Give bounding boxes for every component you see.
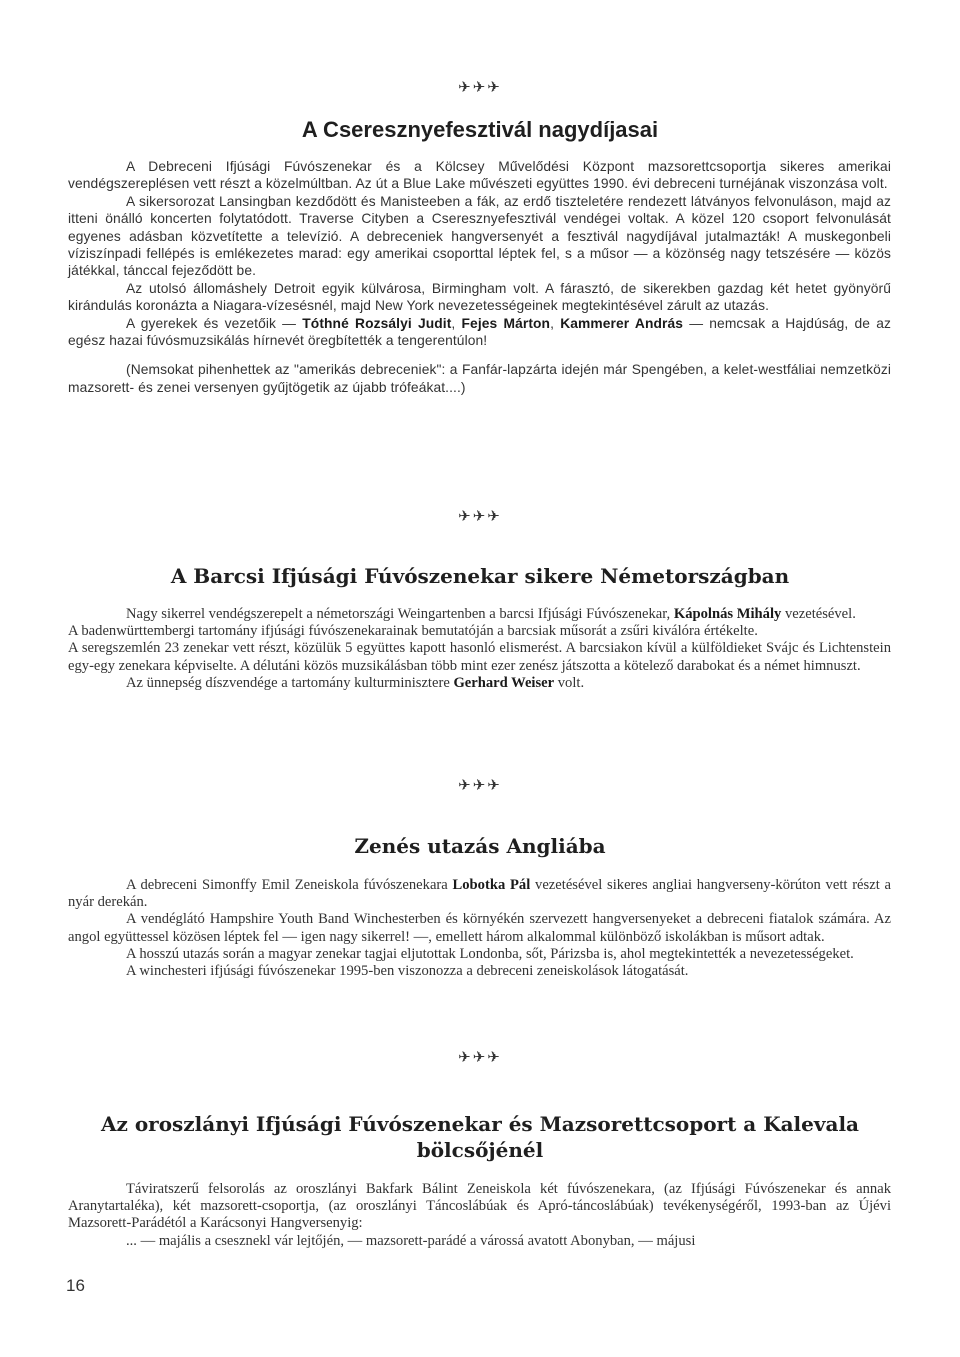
ornament-divider: ✈✈✈ — [458, 78, 502, 96]
paragraph-text: A gyerekek és vezetőik — — [126, 315, 303, 331]
person-name: Gerhard Weiser — [453, 674, 555, 691]
paragraph — [68, 606, 891, 623]
paragraph — [68, 675, 891, 692]
paragraph-text: A seregszemlén 23 zenekar vett részt, közülük 5 együttes kapott hasonló elismerést. A barcsiakon kívül a külföldieket Svájc és Lichtenstein egy-egy zenekara képviselte. A délutáni közös muzsikálásban több mint ezer zenész játszotta a kötelező darabokat és a német himnuszt. — [68, 640, 891, 674]
paragraph — [68, 946, 891, 963]
person-name: Fejes Márton — [461, 315, 551, 331]
paragraph-text: A sikersorozat Lansingban kezdődött és Manisteeben a fák, az erdő tiszteletére rendezett látványos felvonuláson, majd az itteni önálló koncerten folytatódott. Traverse Cityben a Cseresznyefesztivál vendégei voltak. A közel 120 csoport felvonulását egyenes adásban közvetítette a televízió. A debreceniek hangversenyét a fesztivál nagydíjával jutalmazták! A muskegonbeli víziszínpadi fellépés is emlékezetes marad: egy amerikai csoporttal léptek fel, s a műsor — a közönség nagy tetszésére — közös játékkal, tánccal fejeződött be. — [68, 193, 891, 279]
section-body — [68, 158, 891, 396]
paragraph-text: Táviratszerű felsorolás az oroszlányi Bakfark Bálint Zeneiskola két fúvószenekara, (az Ifjúsági Fúvószenekar és annak Aranytartaléka), két mazsorett-csoportja, (az oroszlányi Táncoslábúak és Apró-táncoslábúak) tevékenységéről, 1993-ban az Újévi Mazsorett-Parádétól a Karácsonyi Hangversenyig: — [68, 1181, 891, 1232]
paragraph-text: Nagy sikerrel vendégszerepelt a németországi Weingartenben a barcsi Ifjúsági Fúvószenekar, — [126, 606, 674, 622]
paragraph-text: Az ünnepség díszvendége a tartomány kulturminisztere — [126, 674, 454, 691]
paragraph-text: , — [550, 315, 561, 331]
paragraph — [68, 640, 891, 674]
section-body — [68, 1181, 891, 1250]
paragraph — [68, 877, 891, 911]
section-title: A Cseresznyefesztivál nagydíjasai — [301, 117, 659, 142]
paragraph — [68, 193, 891, 280]
paragraph-text: A winchesteri ifjúsági fúvószenekar 1995-ben viszonozza a debreceni zeneiskolások látogatását. — [126, 963, 689, 980]
person-name: Kammerer András — [560, 315, 684, 331]
ornament-divider: ✈✈✈ — [458, 507, 502, 525]
page-number: 16 — [66, 1276, 85, 1295]
ornament-divider: ✈✈✈ — [458, 776, 502, 794]
paragraph-text: vezetésével sikeres angliai hangverseny-körúton vett részt a nyár derekán. — [68, 877, 891, 911]
section-title: Zenés utazás Angliába — [354, 834, 606, 858]
paragraph-text: , — [451, 315, 462, 331]
paragraph — [68, 158, 891, 193]
paragraph-text: ... — majális a csesznekl vár lejtőjén, — mazsorett-parádé a várossá avatott Abonyban, — májusi — [126, 1232, 696, 1249]
section-title: Az oroszlányi Ifjúsági Fúvószenekar és Mazsorettcsoport a Kalevala bölcsőjénél — [100, 1112, 860, 1162]
ornament-divider: ✈✈✈ — [458, 1048, 502, 1066]
paragraph-text: — nemcsak a Hajdúság, de az egész hazai fúvósmuzsikálás hírnevét öregbítették a tengerentúlon! — [68, 315, 891, 349]
person-name: Kápolnás Mihály — [673, 606, 782, 622]
paragraph-text: vezetésével. — [781, 606, 856, 622]
person-name: Tóthné Rozsályi Judit — [302, 315, 452, 331]
paragraph — [68, 1181, 891, 1233]
section-title: A Barcsi Ifjúsági Fúvószenekar sikere Németországban — [170, 564, 790, 588]
paragraph-text: volt. — [554, 674, 585, 691]
section-body — [68, 606, 891, 692]
paragraph-text: (Nemsokat pihenhettek az "amerikás debreceniek": a Fanfár-lapzárta idején már Spengében, a kelet-westfáliai nemzetközi mazsorett- és zenei versenyen gyűjtögetik az újabb trófeákat....) — [68, 362, 891, 395]
paragraph — [68, 963, 891, 980]
paragraph — [68, 315, 891, 350]
paragraph-text: A badenwürttembergi tartomány ifjúsági fúvószenekarainak bemutatóján a barcsiak műsorát a zsűri kiválóra értékelte. — [68, 623, 758, 640]
section-body — [68, 877, 891, 980]
paragraph — [68, 1233, 891, 1250]
person-name: Lobotka Pál — [452, 877, 531, 893]
paragraph — [68, 361, 891, 396]
paragraph — [68, 623, 891, 640]
paragraph-text: Az utolsó állomáshely Detroit egyik külvárosa, Birmingham volt. A fárasztó, de sikerekben gazdag két hetet gyönyörű kirándulás koronázta a Niagara-vízesésnél, majd New York nevezetességeinek megtekintésével zárult az utazás. — [68, 280, 891, 314]
paragraph-text: A hosszú utazás során a magyar zenekar tagjai eljutottak Londonba, sőt, Párizsba is, ahol megtekintették a nevezetességeket. — [126, 945, 854, 962]
paragraph-text: A Debreceni Ifjúsági Fúvószenekar és a Kölcsey Művelődési Központ mazsorettcsoportja sikeres amerikai vendégszereplésen vett részt a közelmúltban. Az út a Blue Lake művészeti együttes 1990. évi debreceni turnéjának viszonzása volt. — [68, 159, 891, 192]
paragraph — [68, 911, 891, 945]
paragraph-text: A vendéglátó Hampshire Youth Band Winchesterben és környékén szervezett hangversenyeket a debreceni fiatalok számára. Az angol együttessel közösen léptek fel — igen nagy sikerrel! —, emellett három alkalommal különböző iskolákban is műsort adtak. — [68, 911, 891, 945]
paragraph-text: A debreceni Simonffy Emil Zeneiskola fúvószenekara — [126, 877, 453, 893]
paragraph — [68, 280, 891, 315]
